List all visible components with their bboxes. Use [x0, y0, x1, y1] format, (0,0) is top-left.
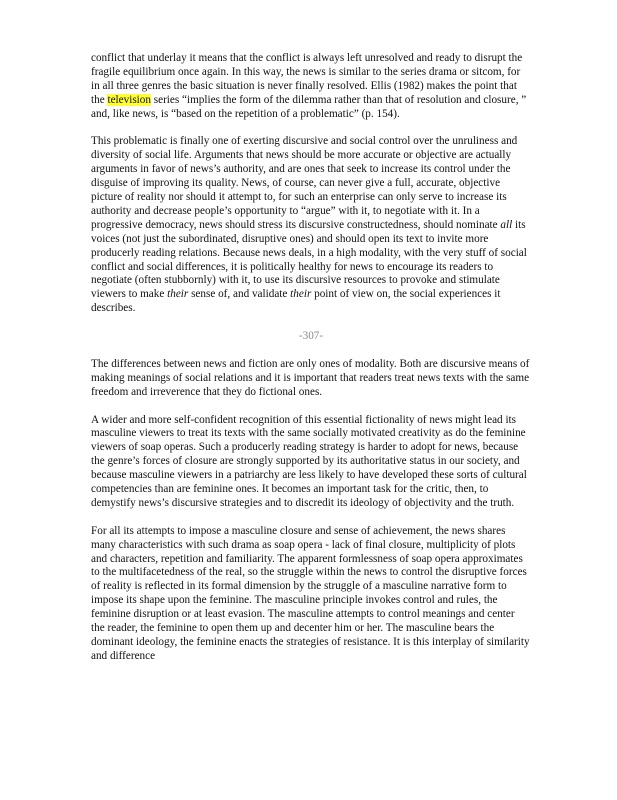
- paragraph-2-text-a: This problematic is finally one of exerting discursive and social control over the unruliness and diversity of social life. Arguments that news should be more accurate or objective are actually arguments in favor of news’s authority, and are ones that seek to increase its control under the disguise of improving its quality. News, of course, can never give a full, accurate, objective picture of reality nor should it attempt to, for such an enterprise can only serve to increase its authority and decrease people’s opportunity to “argue” with it, to negotiate with it. In a progressive democracy, news should stress its discursive constructedness, should nominate: [91, 135, 518, 231]
- paragraph-3: The differences between news and fiction are only ones of modality. Both are discursive means of making meanings of social relations and it is important that readers treat news texts with the same freedom and irreverence that they do fictional ones.: [91, 357, 530, 398]
- paragraph-2-text-c: sense of, and validate: [188, 288, 291, 301]
- page-number: -307-: [298, 330, 324, 343]
- paragraph-2-text-d: point of view on, the social experiences it describes.: [91, 288, 501, 315]
- paragraph-2-emphasis-all: all: [500, 218, 513, 231]
- paragraph-2: [91, 135, 531, 316]
- paragraph-1-text-a: conflict that underlay it means that the conflict is always left unresolved and ready to disrupt the fragile equilibrium once again. In this way, the news is similar to the series drama or sitcom, for in all three genres the basic situation is never finally resolved. Ellis (1982) makes the point that the: [91, 52, 523, 106]
- paragraph-2-emphasis-their-2: their: [290, 288, 312, 301]
- paragraph-2-text-b: its voices (not just the subordinated, disruptive ones) and should open its text to invite more producerly reading relations. Because news deals, in a high modality, with the very stuff of social conflict and social differences, it is politically healthy for news to encourage its readers to negotiate (often stubbornly) with it, to use its discursive resources to provoke and stimulate viewers to make: [91, 218, 527, 301]
- paragraph-5: For all its attempts to impose a masculine closure and sense of achievement, the news shares many characteristics with such drama as soap opera - lack of final closure, multiplicity of plots and characters, repetition and familiarity. The apparent formlessness of soap opera approximates to the multifacetedness of the real, so the struggle within the news to control the disruptive forces of reality is reflected in its formal dimension by the struggle of a masculine narrative form to impose its shape upon the feminine. The masculine principle invokes control and rules, the feminine disruption or at least evasion. The masculine attempts to control meanings and center the reader, the feminine to open them up and decenter him or her. The masculine bears the dominant ideology, the feminine enacts the strategies of resistance. It is this interplay of similarity and difference: [91, 524, 530, 662]
- search-highlight: television: [107, 93, 151, 106]
- paragraph-2-emphasis-their-1: their: [167, 288, 189, 301]
- document-page: [91, 52, 531, 678]
- paragraph-4: A wider and more self-confident recognition of this essential fictionality of news might lead its masculine viewers to treat its texts with the same socially motivated creativity as do the feminine viewers of soap operas. Such a producerly reading strategy is harder to adopt for news, because the genre’s forces of closure are strongly supported by its authoritative status in our society, and because masculine viewers in a patriarchy are less likely to have developed these sorts of cultural competencies than are feminine ones. It becomes an important task for the critic, then, to demystify news’s discursive strategies and to discredit its ideology of objectivity and the truth.: [91, 413, 527, 509]
- paragraph-1: [91, 52, 531, 122]
- paragraph-1-text-b: series “implies the form of the dilemma rather than that of resolution and closure, ” and, like news, is “based on the repetition of a problematic” (p. 154).: [91, 93, 527, 120]
